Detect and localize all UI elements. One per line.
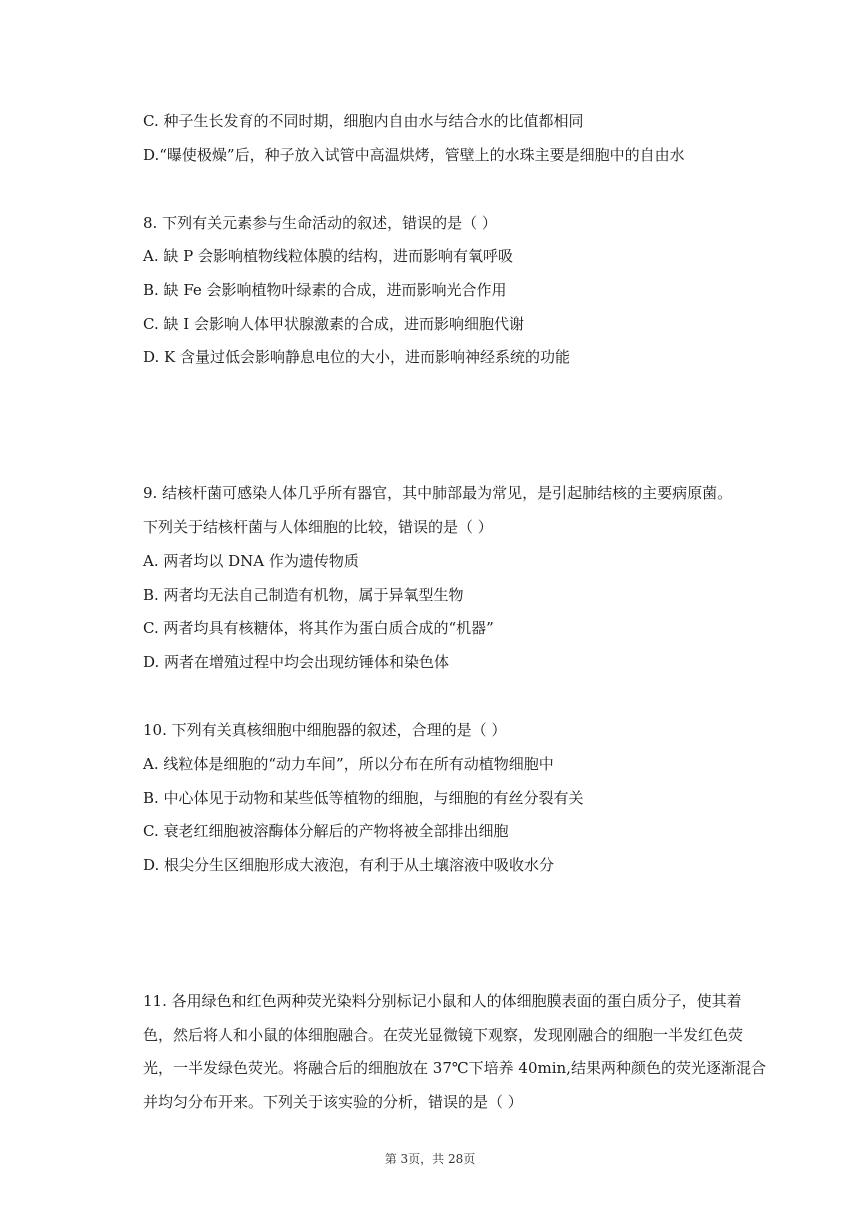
q10-option-d: D. 根尖分生区细胞形成大液泡，有利于从土壤溶液中吸收水分 [143, 856, 555, 874]
q10-stem: 10. 下列有关真核细胞中细胞器的叙述，合理的是（ ） [143, 721, 507, 739]
q11-stem-line4: 并均匀分布开来。下列关于该实验的分析，错误的是（ ） [143, 1093, 523, 1111]
q8-option-b: B. 缺 Fe 会影响植物叶绿素的合成，进而影响光合作用 [143, 281, 507, 299]
q8-option-c: C. 缺 I 会影响人体甲状腺激素的合成，进而影响细胞代谢 [143, 315, 524, 333]
q11-stem-line2: 色，然后将人和小鼠的体细胞融合。在荧光显微镜下观察，发现刚融合的细胞一半发红色荧 [143, 1026, 744, 1044]
q9-stem-line2: 下列关于结核杆菌与人体细胞的比较，错误的是（ ） [143, 518, 493, 536]
q9-option-c: C. 两者均具有核糖体，将其作为蛋白质合成的“机器” [143, 619, 494, 637]
q11-stem-line3: 光，一半发绿色荧光。将融合后的细胞放在 37℃下培养 40min,结果两种颜色的荧光逐渐混合 [143, 1059, 766, 1077]
q8-stem: 8. 下列有关元素参与生命活动的叙述，错误的是（ ） [143, 214, 497, 232]
q9-option-a: A. 两者均以 DNA 作为遗传物质 [143, 552, 359, 570]
q9-option-b: B. 两者均无法自己制造有机物，属于异氧型生物 [143, 586, 464, 604]
page-number: 第 3页，共 28页 [384, 1152, 476, 1166]
q7-option-c: C. 种子生长发育的不同时期，细胞内自由水与结合水的比值都相同 [143, 112, 584, 130]
q9-stem-line1: 9. 结核杆菌可感染人体几乎所有器官，其中肺部最为常见，是引起肺结核的主要病原菌。 [143, 484, 733, 502]
q9-option-d: D. 两者在增殖过程中均会出现纺锤体和染色体 [143, 653, 450, 671]
q11-stem-line1: 11. 各用绿色和红色两种荧光染料分别标记小鼠和人的体细胞膜表面的蛋白质分子，使其着 [143, 992, 742, 1010]
q10-option-b: B. 中心体见于动物和某些低等植物的细胞，与细胞的有丝分裂有关 [143, 789, 584, 807]
q10-option-c: C. 衰老红细胞被溶酶体分解后的产物将被全部排出细胞 [143, 822, 509, 840]
q8-option-d: D. K 含量过低会影响静息电位的大小，进而影响神经系统的功能 [143, 348, 571, 366]
q10-option-a: A. 线粒体是细胞的“动力车间”，所以分布在所有动植物细胞中 [143, 755, 554, 773]
q8-option-a: A. 缺 P 会影响植物线粒体膜的结构，进而影响有氧呼吸 [143, 247, 513, 265]
q7-option-d: D.“曝使极燥”后，种子放入试管中高温烘烤，管壁上的水珠主要是细胞中的自由水 [143, 146, 685, 164]
